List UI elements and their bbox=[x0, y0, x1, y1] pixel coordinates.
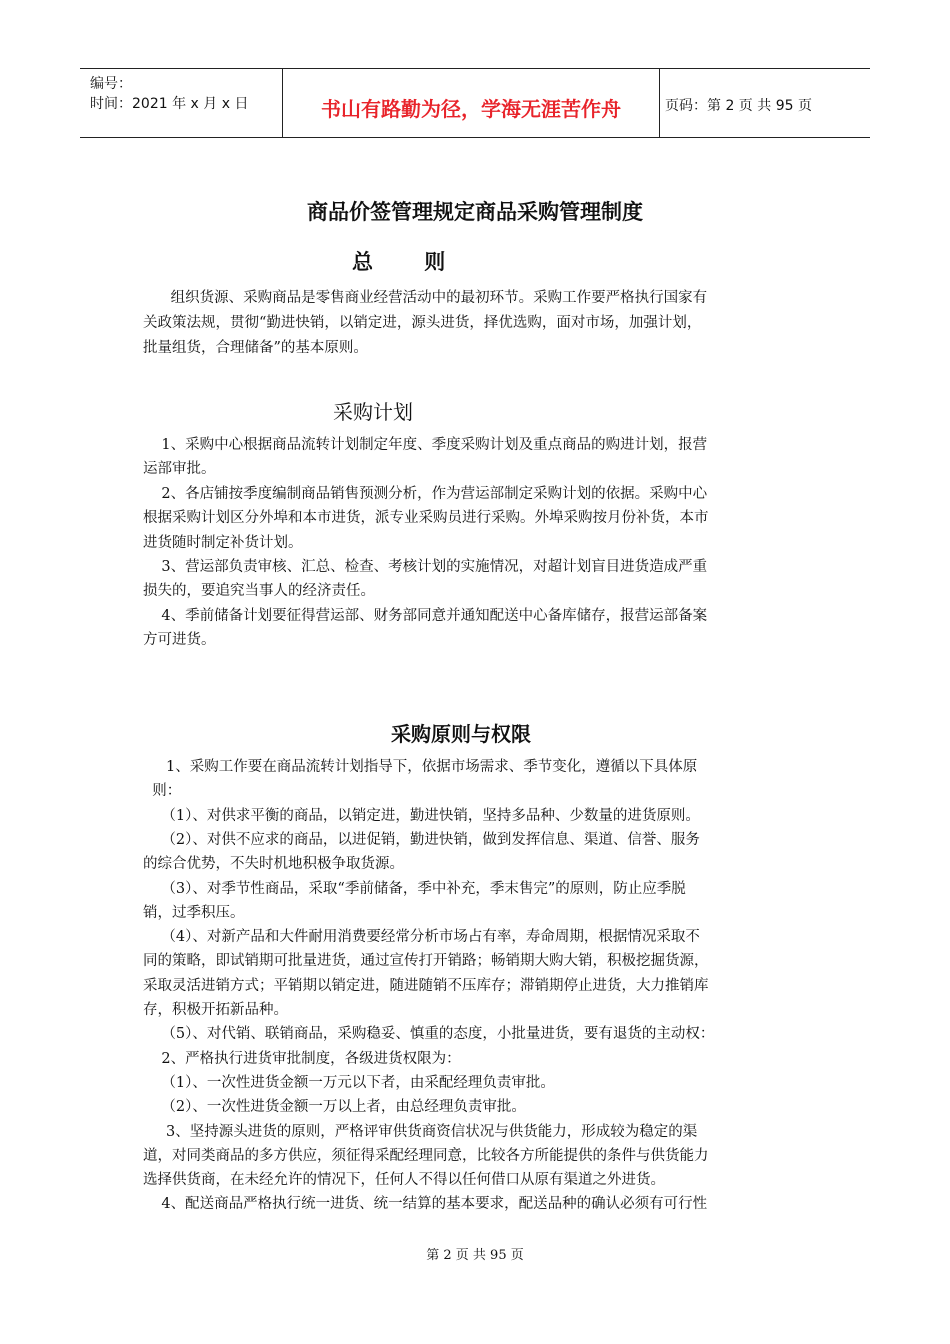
text-line: （1）、对供求平衡的商品，以销定进，勤进快销，坚持多品种、少数量的进货原则。 bbox=[143, 807, 700, 824]
text-line: （5）、对代销、联销商品，采购稳妥、慎重的态度，小批量进货，要有退货的主动权： bbox=[143, 1026, 715, 1043]
text-line: 3、营运部负责审核、汇总、检查、考核计划的实施情况，对超计划盲目进货造成严重 bbox=[143, 559, 708, 575]
section-heading-general: 总 则 bbox=[352, 250, 446, 274]
header-page-info: 页码：第 2 页 共 95 页 bbox=[665, 98, 812, 114]
text-line: 组织货源、采购商品是零售商业经营活动中的最初环节。采购工作要严格执行国家有 bbox=[143, 290, 708, 306]
document-title: 商品价签管理规定商品采购管理制度 bbox=[307, 200, 643, 224]
motto-text: 书山有路勤为径，学海无涯苦作舟 bbox=[321, 97, 621, 121]
section-heading-plan: 采购计划 bbox=[333, 400, 413, 424]
text-line: 2、各店铺按季度编制商品销售预测分析，作为营运部制定采购计划的依据。采购中心 bbox=[143, 485, 708, 502]
text-line: 批量组货，合理储备”的基本原则。 bbox=[143, 340, 368, 356]
text-line: 选择供货商，在未经允许的情况下，任何人不得以任何借口从原有渠道之外进货。 bbox=[143, 1172, 665, 1189]
text-line: 关政策法规，贯彻“勤进快销，以销定进，源头进货，择优选购，面对市场，加强计划， bbox=[143, 315, 702, 331]
text-line: 1、采购工作要在商品流转计划指导下，依据市场需求、季节变化，遵循以下具体原 bbox=[143, 759, 698, 775]
header-table bbox=[80, 68, 870, 138]
text-line: 4、季前储备计划要征得营运部、财务部同意并通知配送中心备库储存，报营运部备案 bbox=[143, 607, 708, 624]
text-line: 方可进货。 bbox=[143, 632, 216, 649]
text-line: 道，对同类商品的多方供应，须征得采配经理同意，比较各方所能提供的条件与供货能力 bbox=[143, 1147, 709, 1164]
text-line: （2）、对供不应求的商品，以进促销，勤进快销，做到发挥信息、渠道、信誉、服务 bbox=[143, 831, 700, 848]
text-line: 存，积极开拓新品种。 bbox=[143, 1002, 288, 1018]
text-line: 4、配送商品严格执行统一进货、统一结算的基本要求，配送品种的确认必须有可行性 bbox=[143, 1196, 708, 1213]
text-line: （2）、一次性进货金额一万以上者，由总经理负责审批。 bbox=[143, 1099, 526, 1116]
text-line: 采取灵活进销方式；平销期以销定进，随进随销不压库存；滞销期停止进货，大力推销库 bbox=[143, 977, 709, 994]
document-date-label: 时间：2021 年 x 月 x 日 bbox=[90, 96, 249, 112]
header-right-cell bbox=[659, 69, 870, 137]
text-line: 2、严格执行进货审批制度，各级进货权限为： bbox=[143, 1050, 461, 1067]
text-line: 销，过季积压。 bbox=[143, 904, 245, 921]
header-left-cell bbox=[80, 69, 281, 137]
text-line: 损失的，要追究当事人的经济责任。 bbox=[143, 583, 375, 600]
text-line: 1、采购中心根据商品流转计划制定年度、季度采购计划及重点商品的购进计划，报营 bbox=[143, 437, 708, 453]
text-line: 则： bbox=[143, 783, 182, 800]
text-line: 进货随时制定补货计划。 bbox=[143, 534, 303, 551]
page-footer: 第 2 页 共 95 页 bbox=[426, 1248, 524, 1263]
text-line: 运部审批。 bbox=[143, 461, 216, 478]
text-line: 的综合优势，不失时机地积极争取货源。 bbox=[143, 856, 404, 873]
text-line: 根据采购计划区分外埠和本市进货，派专业采购员进行采购。外埠采购按月份补货，本市 bbox=[143, 510, 709, 527]
document-number-label: 编号： bbox=[90, 76, 132, 92]
text-line: （1）、一次性进货金额一万元以下者，由采配经理负责审批。 bbox=[143, 1074, 555, 1091]
header-center-cell bbox=[282, 69, 660, 137]
text-line: 同的策略，即试销期可批量进货，通过宣传打开销路；畅销期大购大销，积极挖掘货源， bbox=[143, 953, 709, 970]
text-line: 3、坚持源头进货的原则，严格评审供货商资信状况与供货能力，形成较为稳定的渠 bbox=[143, 1123, 698, 1140]
text-line: （3）、对季节性商品，采取“季前储备，季中补充，季末售完”的原则，防止应季脱 bbox=[143, 880, 686, 897]
text-line: （4）、对新产品和大件耐用消费要经常分析市场占有率，寿命周期，根据情况采取不 bbox=[143, 929, 700, 946]
section-heading-principle: 采购原则与权限 bbox=[391, 722, 531, 746]
